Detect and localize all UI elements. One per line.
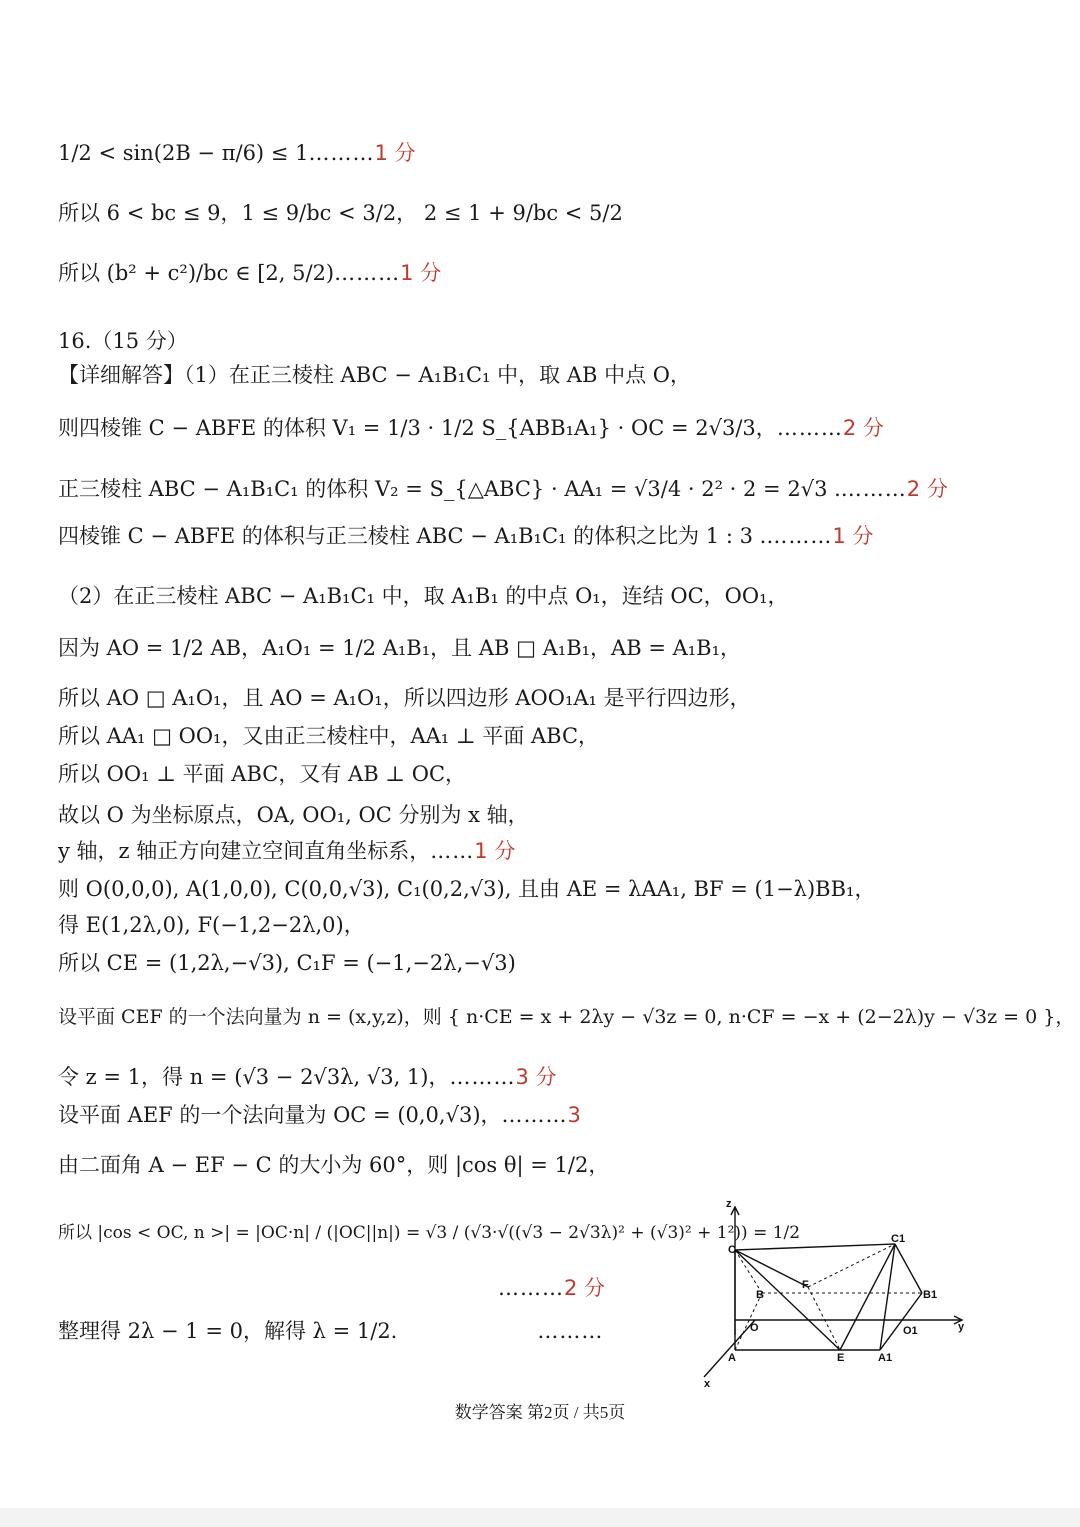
text-line-9: （2）在正三棱柱 ABC − A₁B₁C₁ 中，取 A₁B₁ 的中点 O₁，连结 OC，OO₁， [58,584,789,608]
edge-F-E-hidden [808,1287,840,1350]
label-B: B [756,1289,764,1301]
edge-C1-B1 [895,1244,922,1293]
text-line-23: 所以 |cos < OC, n >| = |OC·n| / (|OC||n|) = √3 / (√3·√((√3 − 2√3λ)² + (√3)² + 1²)) = 1/2 [58,1223,801,1243]
text-line-11: 所以 AO □ A₁O₁，且 AO = A₁O₁，所以四边形 AOO₁A₁ 是平行四边形， [58,686,751,710]
label-E: E [837,1352,845,1364]
text-line-6: 则四棱锥 C − ABFE 的体积 V₁ = 1/3 · 1/2 S_{ABB₁A₁} · OC = 2√3/3，………2 分 [58,416,884,440]
label-z: z [726,1198,732,1210]
text-line-8: 四棱锥 C − ABFE 的体积与正三棱柱 ABC − A₁B₁C₁ 的体积之比为 1 : 3 .………1 分 [58,524,874,548]
text-line-15: y 轴，z 轴正方向建立空间直角坐标系，……1 分 [58,839,516,863]
text-line-24: ………2 分 [498,1276,606,1300]
text-line-16: 则 O(0,0,0), A(1,0,0), C(0,0,√3), C₁(0,2,√3), 且由 AE = λAA₁, BF = (1−λ)BB₁， [58,877,876,901]
text-line-7: 正三棱柱 ABC − A₁B₁C₁ 的体积 V₂ = S_{△ABC} · AA₁ = √3/4 · 2² · 2 = 2√3 .………2 分 [58,477,948,501]
label-F: F [802,1279,809,1291]
text-line-25: 整理得 2λ − 1 = 0，解得 λ = 1/2. ……… [58,1319,604,1343]
page-footer: 数学答案 第2页 / 共5页 [454,1403,626,1422]
text-line-12: 所以 AA₁ □ OO₁，又由正三棱柱中，AA₁ ⊥ 平面 ABC， [58,724,600,748]
label-B1: B1 [923,1289,938,1301]
label-O1: O1 [903,1325,918,1337]
label-O: O [750,1322,759,1334]
label-y: y [958,1321,965,1333]
label-x: x [704,1378,711,1390]
label-A1: A1 [878,1352,893,1364]
label-C: C [728,1244,736,1256]
page-bottom-band [0,1508,1080,1527]
edge-C-C1 [735,1244,895,1250]
text-line-2: 所以 6 < bc ≤ 9，1 ≤ 9/bc < 3/2， 2 ≤ 1 + 9/bc < 5/2 [58,201,623,225]
text-line-3: 所以 (b² + c²)/bc ∈ [2, 5/2)………1 分 [58,261,442,285]
edge-C-F [735,1250,808,1287]
edge-C1-E [840,1244,895,1350]
text-line-10: 因为 AO = 1/2 AB，A₁O₁ = 1/2 A₁B₁，且 AB □ A₁B₁，AB = A₁B₁， [58,636,742,660]
edge-F-C1-hidden [808,1244,895,1287]
label-A: A [728,1352,736,1364]
text-line-1: 1/2 < sin(2B − π/6) ≤ 1………1 分 [58,141,416,165]
problem-number: 16.（15 分） [58,329,188,353]
prism-coordinate-figure [690,1195,980,1390]
label-C1: C1 [891,1233,906,1245]
text-line-19: 设平面 CEF 的一个法向量为 n = (x,y,z)，则 { n·CE = x + 2λy − √3z = 0, n·CF = −x + (2−2λ)y − √3z = 0 }， [58,1006,1075,1028]
text-line-18: 所以 CE = (1,2λ,−√3), C₁F = (−1,−2λ,−√3) [58,951,516,975]
text-line-5: 【详细解答】（1）在正三棱柱 ABC − A₁B₁C₁ 中，取 AB 中点 O， [58,363,691,387]
text-line-20: 令 z = 1，得 n = (√3 − 2√3λ, √3, 1)，………3 分 [58,1065,557,1089]
text-line-14: 故以 O 为坐标原点，OA, OO₁, OC 分别为 x 轴， [58,803,529,827]
text-line-22: 由二面角 A − EF − C 的大小为 60°，则 |cos θ| = 1/2， [58,1153,610,1177]
edge-C-E [735,1250,840,1350]
x-axis [704,1320,755,1377]
text-line-21: 设平面 AEF 的一个法向量为 OC = (0,0,√3)，………3 [58,1103,581,1127]
text-line-17: 得 E(1,2λ,0), F(−1,2−2λ,0)， [58,913,365,937]
text-line-13: 所以 OO₁ ⊥ 平面 ABC，又有 AB ⊥ OC， [58,762,467,786]
